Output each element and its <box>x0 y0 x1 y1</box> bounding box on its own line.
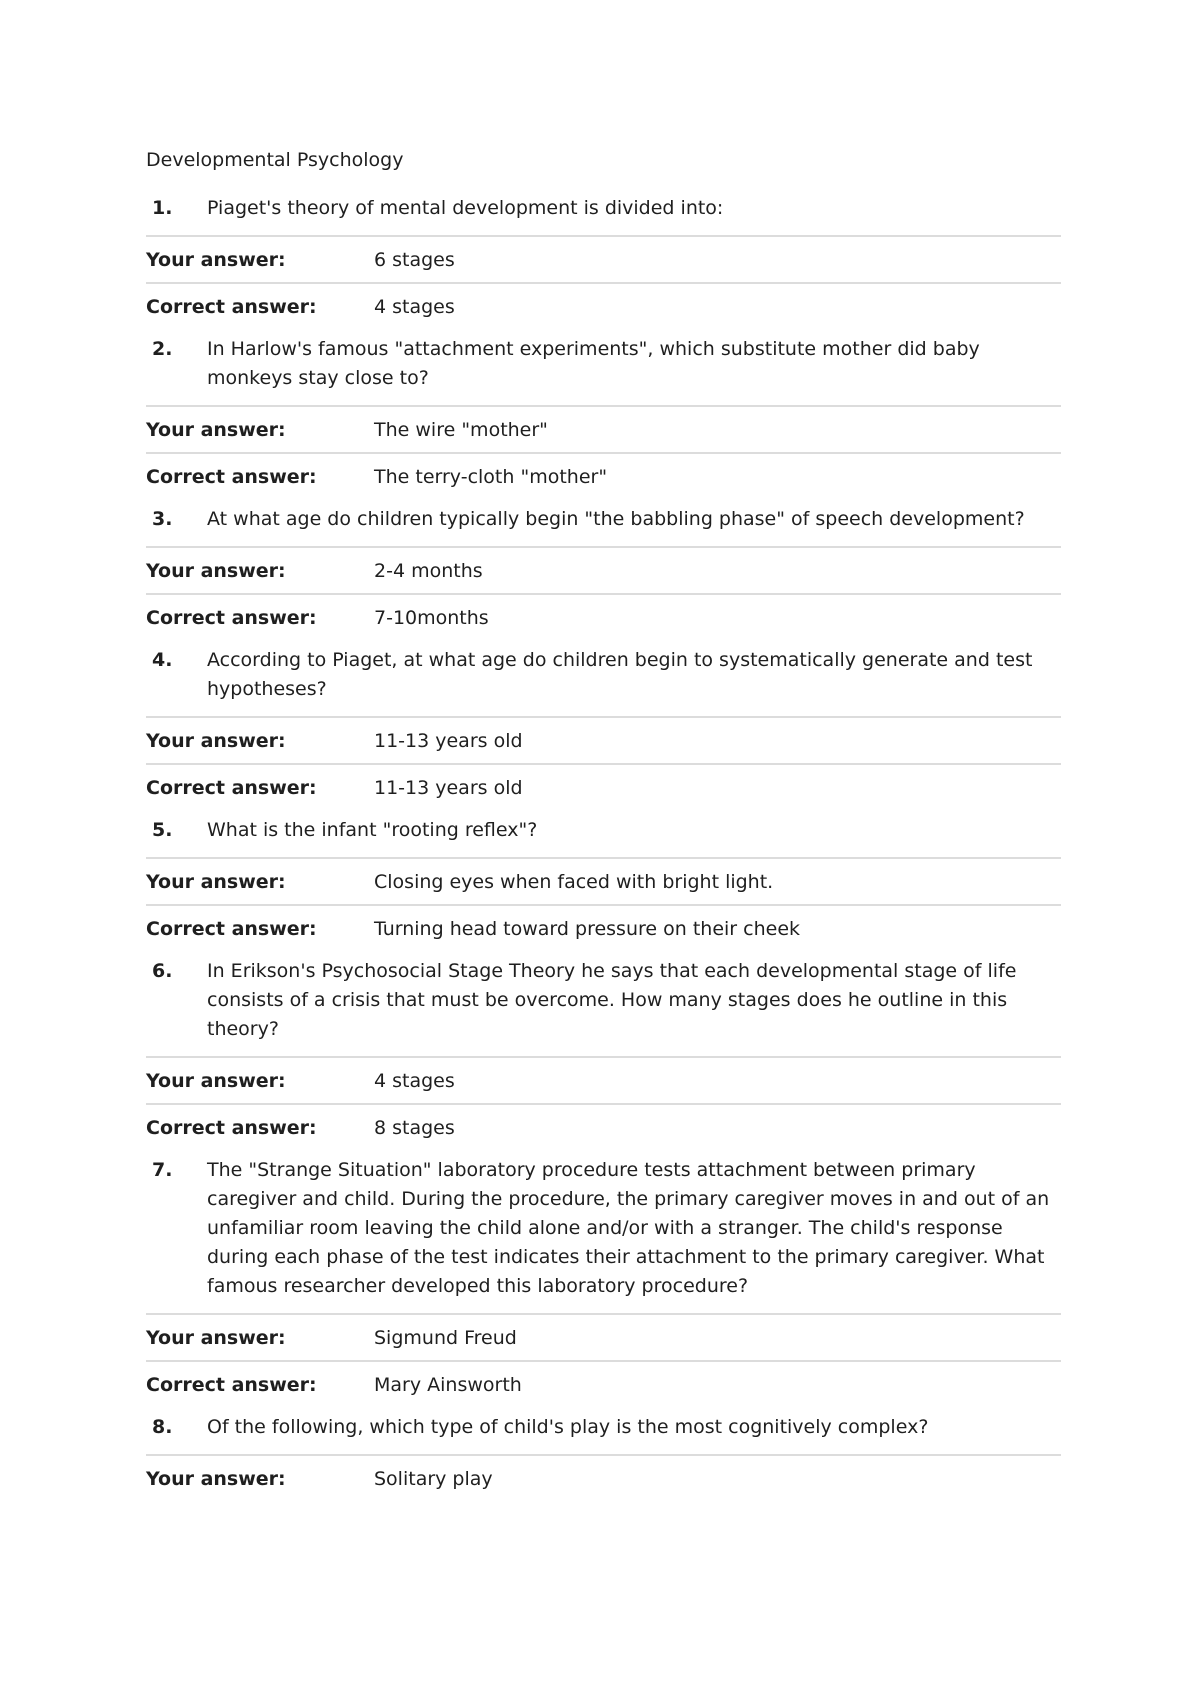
your-answer-row <box>146 1056 1061 1103</box>
correct-answer-row <box>146 452 1061 499</box>
question <box>146 1156 1061 1301</box>
correct-answer-value: Turning head toward pressure on their cheek <box>374 917 801 940</box>
question-number: 7. <box>152 1159 173 1181</box>
your-answer-value: 11-13 years old <box>374 729 523 752</box>
your-answer-row <box>146 716 1061 763</box>
correct-answer-label: Correct answer: <box>146 917 317 940</box>
correct-answer-row <box>146 1360 1061 1407</box>
question-text: The "Strange Situation" laboratory procedure tests attachment between primary caregiver and child. During the procedure, the primary caregiver moves in and out of an unfamiliar room leaving the child alone and/or with a stranger. The child's response during each phase of the test indicates their attachment to the primary caregiver. What famous researcher developed this laboratory procedure? <box>207 1159 1050 1297</box>
correct-answer-label: Correct answer: <box>146 295 317 318</box>
your-answer-label: Your answer: <box>146 1467 286 1490</box>
your-answer-label: Your answer: <box>146 729 286 752</box>
correct-answer-value: 4 stages <box>374 295 455 318</box>
your-answer-row <box>146 1313 1061 1360</box>
your-answer-row <box>146 405 1061 452</box>
correct-answer-row <box>146 904 1061 951</box>
document-title: Developmental Psychology <box>146 149 404 171</box>
your-answer-value: Solitary play <box>374 1467 493 1490</box>
question-number: 5. <box>152 819 173 841</box>
question-number: 8. <box>152 1416 173 1438</box>
correct-answer-label: Correct answer: <box>146 465 317 488</box>
your-answer-value: The wire "mother" <box>374 418 548 441</box>
your-answer-row <box>146 1454 1061 1501</box>
question <box>146 816 1061 845</box>
your-answer-value: 4 stages <box>374 1069 455 1092</box>
your-answer-value: Sigmund Freud <box>374 1326 517 1349</box>
correct-answer-value: Mary Ainsworth <box>374 1373 522 1396</box>
question-number: 2. <box>152 338 173 360</box>
your-answer-label: Your answer: <box>146 418 286 441</box>
question-number: 1. <box>152 197 173 219</box>
question-text: According to Piaget, at what age do children begin to systematically generate and test hypotheses? <box>207 649 1033 700</box>
correct-answer-row <box>146 282 1061 329</box>
question <box>146 505 1061 534</box>
correct-answer-value: 11-13 years old <box>374 776 523 799</box>
your-answer-row <box>146 235 1061 282</box>
correct-answer-value: 8 stages <box>374 1116 455 1139</box>
your-answer-label: Your answer: <box>146 1069 286 1092</box>
correct-answer-label: Correct answer: <box>146 1116 317 1139</box>
your-answer-label: Your answer: <box>146 248 286 271</box>
your-answer-label: Your answer: <box>146 1326 286 1349</box>
question-text: At what age do children typically begin "the babbling phase" of speech development? <box>207 508 1025 530</box>
your-answer-row <box>146 857 1061 904</box>
correct-answer-label: Correct answer: <box>146 606 317 629</box>
correct-answer-value: 7-10months <box>374 606 489 629</box>
question-text: Piaget's theory of mental development is divided into: <box>207 197 724 219</box>
question-text: In Harlow's famous "attachment experiments", which substitute mother did baby monkeys stay close to? <box>207 338 980 389</box>
question-number: 6. <box>152 960 173 982</box>
correct-answer-row <box>146 1103 1061 1150</box>
question <box>146 957 1061 1044</box>
document-page <box>146 148 1061 1501</box>
your-answer-value: 6 stages <box>374 248 455 271</box>
your-answer-label: Your answer: <box>146 559 286 582</box>
your-answer-row <box>146 546 1061 593</box>
your-answer-value: 2-4 months <box>374 559 483 582</box>
question <box>146 335 1061 393</box>
question <box>146 646 1061 704</box>
correct-answer-value: The terry-cloth "mother" <box>374 465 608 488</box>
question-number: 3. <box>152 508 173 530</box>
question-text: What is the infant "rooting reflex"? <box>207 819 538 841</box>
question <box>146 194 1061 223</box>
question <box>146 1413 1061 1442</box>
correct-answer-label: Correct answer: <box>146 1373 317 1396</box>
your-answer-label: Your answer: <box>146 870 286 893</box>
question-text: Of the following, which type of child's play is the most cognitively complex? <box>207 1416 929 1438</box>
question-number: 4. <box>152 649 173 671</box>
correct-answer-row <box>146 763 1061 810</box>
correct-answer-row <box>146 593 1061 640</box>
correct-answer-label: Correct answer: <box>146 776 317 799</box>
question-text: In Erikson's Psychosocial Stage Theory he says that each developmental stage of life consists of a crisis that must be overcome. How many stages does he outline in this theory? <box>207 960 1017 1040</box>
your-answer-value: Closing eyes when faced with bright light. <box>374 870 774 893</box>
